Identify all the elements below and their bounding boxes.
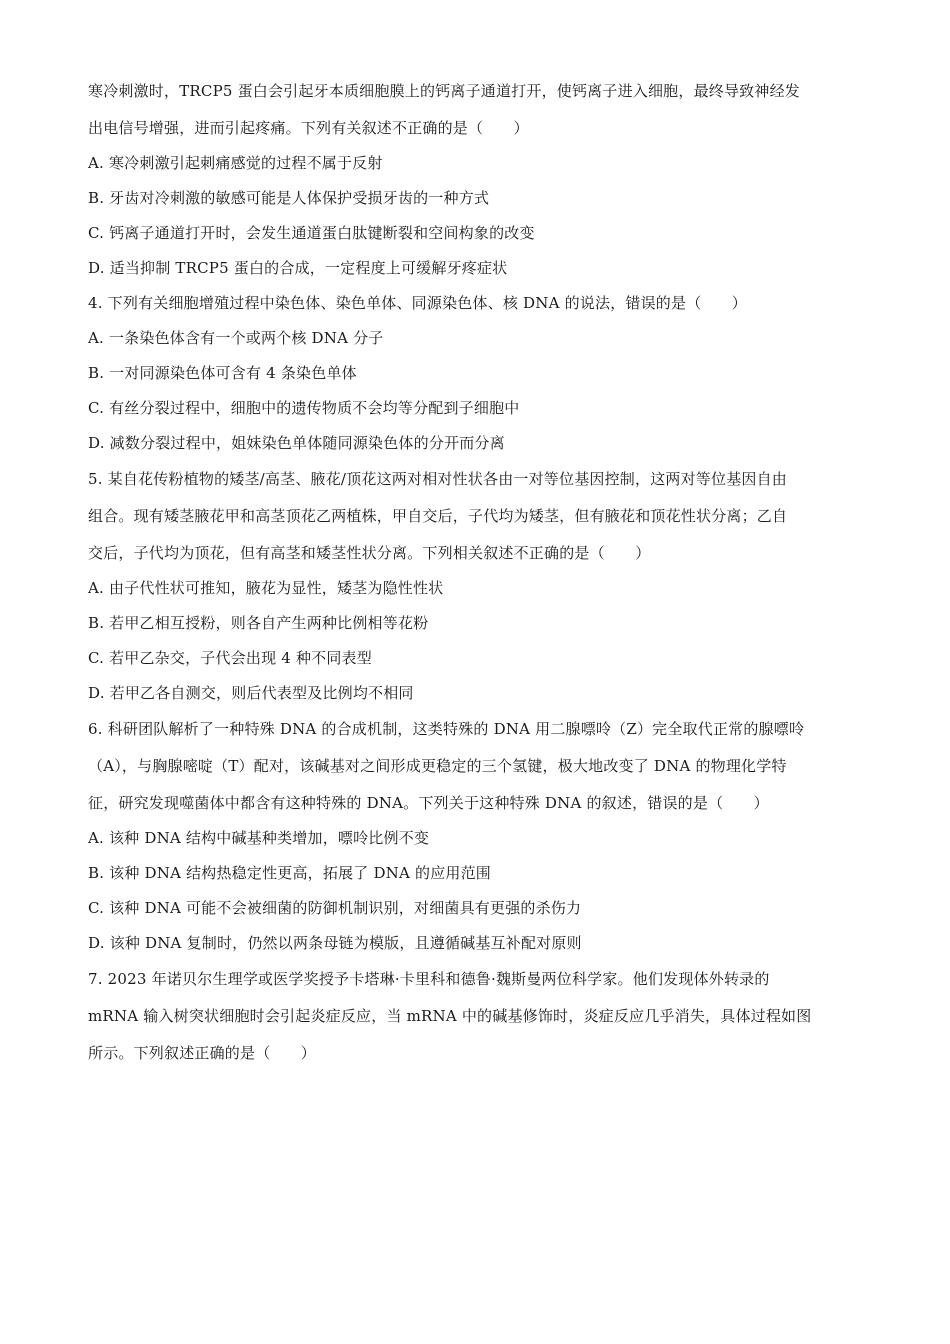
- question-6-stem-line-2: （A），与胸腺嘧啶（T）配对，该碱基对之间形成更稳定的三个氢键，极大地改变了 DNA 的物理化学特: [88, 757, 787, 775]
- question-4-option-b: B. 一对同源染色体可含有 4 条染色单体: [88, 364, 357, 382]
- question-5-option-b: B. 若甲乙相互授粉，则各自产生两种比例相等花粉: [88, 614, 429, 632]
- question-5-option-c: C. 若甲乙杂交，子代会出现 4 种不同表型: [88, 649, 372, 667]
- question-6-option-b: B. 该种 DNA 结构热稳定性更高，拓展了 DNA 的应用范围: [88, 864, 492, 882]
- question-6-option-d: D. 该种 DNA 复制时，仍然以两条母链为模版，且遵循碱基互补配对原则: [88, 934, 582, 952]
- question-3-stem-line-1: 寒冷刺激时，TRCP5 蛋白会引起牙本质细胞膜上的钙离子通道打开，使钙离子进入细胞，最终导致神经发: [88, 82, 800, 100]
- question-4-option-a: A. 一条染色体含有一个或两个核 DNA 分子: [88, 329, 384, 347]
- question-6-option-c: C. 该种 DNA 可能不会被细菌的防御机制识别，对细菌具有更强的杀伤力: [88, 899, 582, 917]
- question-4-stem: 4. 下列有关细胞增殖过程中染色体、染色单体、同源染色体、核 DNA 的说法，错误的是（ ）: [88, 294, 748, 312]
- question-5-stem-line-2: 组合。现有矮茎腋花甲和高茎顶花乙两植株，甲自交后，子代均为矮茎，但有腋花和顶花性状分离；乙自: [88, 507, 788, 525]
- question-5-stem-line-3: 交后，子代均为顶花，但有高茎和矮茎性状分离。下列相关叙述不正确的是（ ）: [88, 544, 651, 562]
- question-5-option-a: A. 由子代性状可推知，腋花为显性，矮茎为隐性性状: [88, 579, 444, 597]
- question-5-option-d: D. 若甲乙各自测交，则后代表型及比例均不相同: [88, 684, 414, 702]
- question-7-stem-line-1: 7. 2023 年诺贝尔生理学或医学奖授予卡塔琳·卡里科和德鲁·魏斯曼两位科学家。他们发现体外转录的: [88, 970, 770, 988]
- question-6-option-a: A. 该种 DNA 结构中碱基种类增加，嘌呤比例不变: [88, 829, 430, 847]
- question-6-stem-line-3: 征，研究发现噬菌体中都含有这种特殊的 DNA。下列关于这种特殊 DNA 的叙述，错误的是（ ）: [88, 794, 769, 812]
- question-7-stem-line-2: mRNA 输入树突状细胞时会引起炎症反应，当 mRNA 中的碱基修饰时，炎症反应几乎消失，具体过程如图: [88, 1007, 812, 1025]
- question-3-option-a: A. 寒冷刺激引起刺痛感觉的过程不属于反射: [88, 154, 383, 172]
- question-5-stem-line-1: 5. 某自花传粉植物的矮茎/高茎、腋花/顶花这两对相对性状各由一对等位基因控制，这两对等位基因自由: [88, 470, 787, 488]
- question-3-stem-line-2: 出电信号增强，进而引起疼痛。下列有关叙述不正确的是（ ）: [88, 119, 529, 137]
- question-4-option-d: D. 减数分裂过程中，姐妹染色单体随同源染色体的分开而分离: [88, 434, 505, 452]
- question-3-option-b: B. 牙齿对冷刺激的敏感可能是人体保护受损牙齿的一种方式: [88, 189, 490, 207]
- question-3-option-d: D. 适当抑制 TRCP5 蛋白的合成，一定程度上可缓解牙疼症状: [88, 259, 508, 277]
- question-6-stem-line-1: 6. 科研团队解析了一种特殊 DNA 的合成机制，这类特殊的 DNA 用二腺嘌呤（Z）完全取代正常的腺嘌呤: [88, 720, 805, 738]
- question-4-option-c: C. 有丝分裂过程中，细胞中的遗传物质不会均等分配到子细胞中: [88, 399, 520, 417]
- question-7-stem-line-3: 所示。下列叙述正确的是（ ）: [88, 1044, 317, 1062]
- question-3-option-c: C. 钙离子通道打开时，会发生通道蛋白肽键断裂和空间构象的改变: [88, 224, 535, 242]
